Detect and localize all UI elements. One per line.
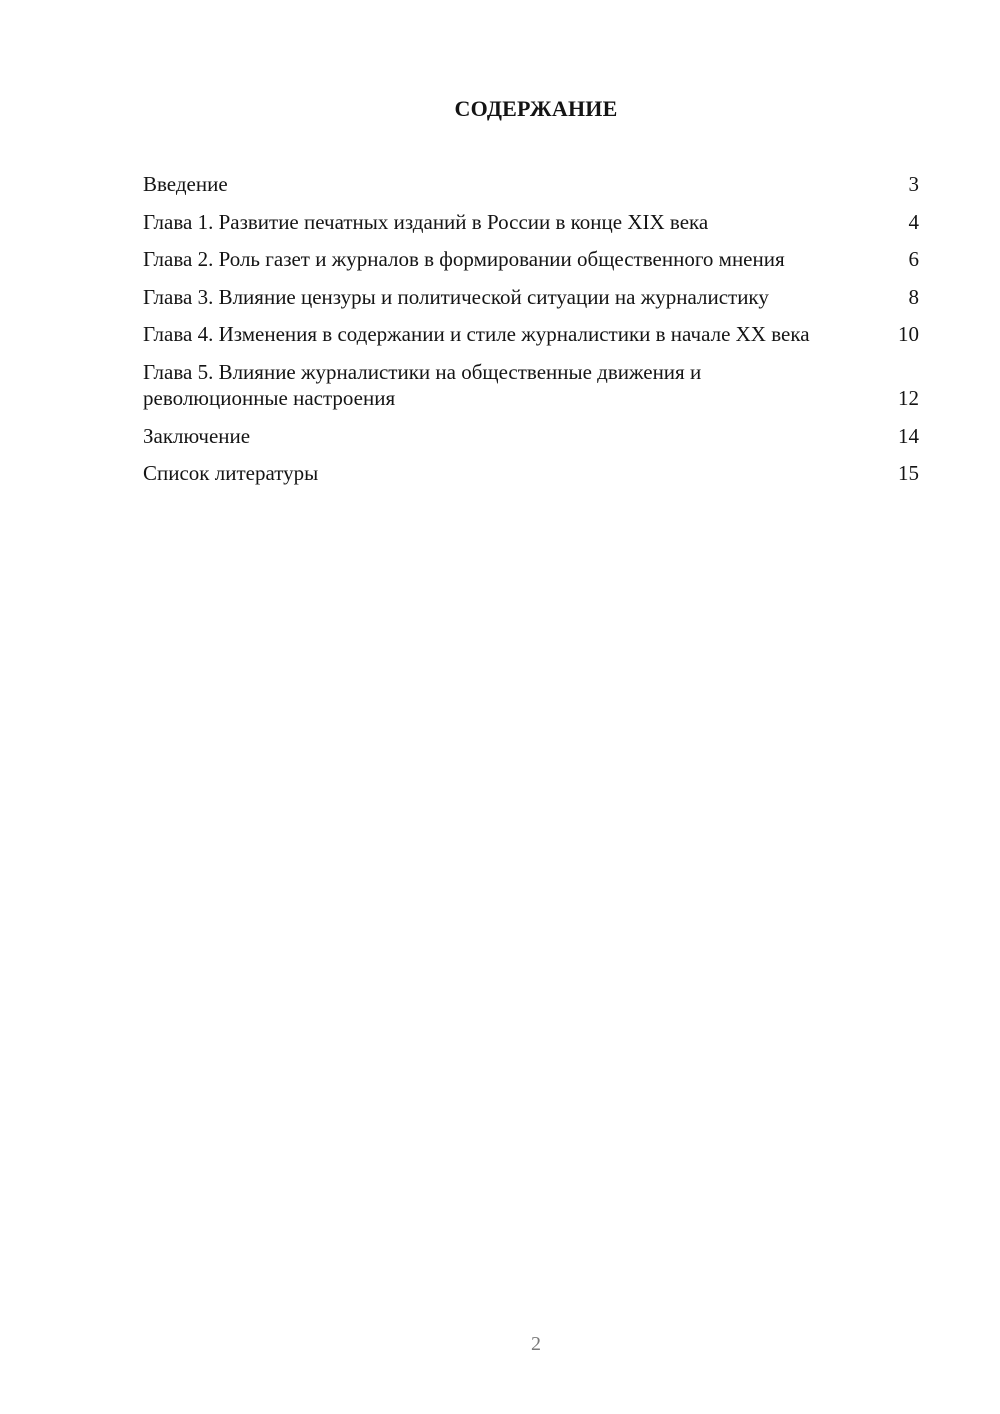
toc-entry-label: Глава 4. Изменения в содержании и стиле журналистики в начале XX века bbox=[143, 322, 810, 346]
page-title: СОДЕРЖАНИЕ bbox=[454, 96, 618, 121]
table-of-contents bbox=[143, 171, 919, 498]
toc-entry-page: 15 bbox=[898, 461, 919, 485]
toc-entry-label: Глава 5. Влияние журналистики на общественные движения и революционные настроения bbox=[143, 359, 702, 410]
toc-entry-page: 3 bbox=[908, 172, 919, 196]
toc-entry-label: Глава 3. Влияние цензуры и политической ситуации на журналистику bbox=[143, 284, 769, 309]
toc-entry-label: Глава 1. Развитие печатных изданий в России в конце XIX века bbox=[143, 209, 709, 234]
toc-entry-references bbox=[143, 460, 919, 487]
toc-entry-chapter-4 bbox=[143, 321, 919, 348]
toc-entry-label: Заключение bbox=[143, 423, 251, 448]
toc-entry-page: 4 bbox=[908, 209, 919, 234]
toc-entry-conclusion bbox=[143, 423, 919, 450]
toc-entry-page: 12 bbox=[898, 386, 919, 410]
toc-entry-introduction bbox=[143, 171, 919, 198]
toc-entry-chapter-1 bbox=[143, 209, 919, 236]
toc-entry-label: Введение bbox=[143, 172, 228, 196]
page-number: 2 bbox=[531, 1333, 541, 1355]
toc-entry-label: Глава 2. Роль газет и журналов в формировании общественного мнения bbox=[143, 247, 785, 271]
toc-entry-chapter-3 bbox=[143, 284, 919, 311]
toc-entry-page: 10 bbox=[898, 322, 919, 346]
toc-entry-chapter-2 bbox=[143, 246, 919, 273]
toc-entry-page: 8 bbox=[908, 284, 919, 309]
toc-entry-page: 14 bbox=[898, 423, 919, 448]
toc-entry-page: 6 bbox=[908, 247, 919, 271]
toc-entry-chapter-5 bbox=[143, 359, 919, 412]
toc-entry-label: Список литературы bbox=[143, 461, 319, 485]
